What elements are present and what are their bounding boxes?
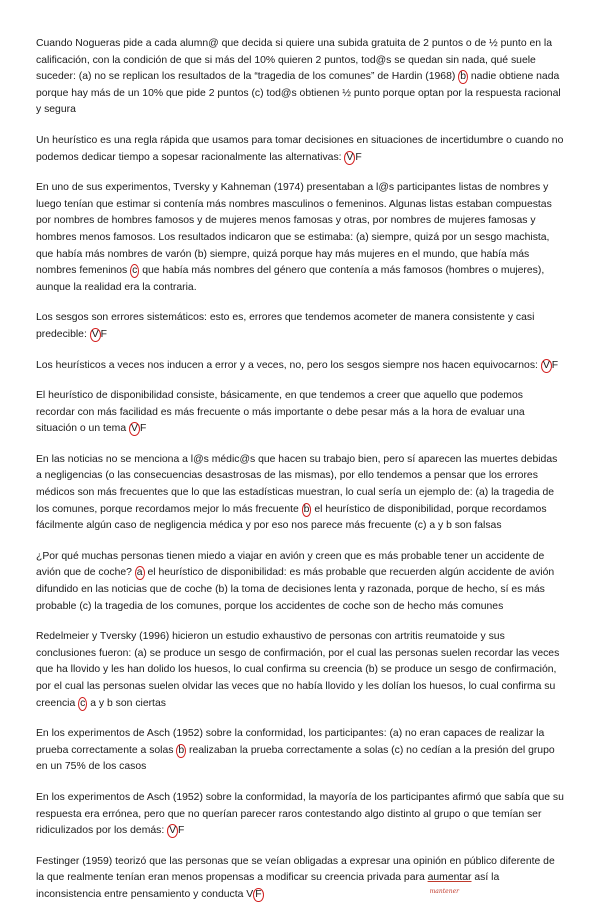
option-true: V [246,888,254,900]
option-false: F [139,423,147,435]
circled-answer: V [91,328,99,340]
question-2-text: Un heurístico es una regla rápida que usamos para tomar decisiones en situaciones de incertidumbre o cuando no podemos dedicar tiempo a sopesar racionalmente las alternativas: [36,134,564,163]
question-7-text: En las noticias no se menciona a l@s médic@s que hacen su trabajo bien, pero sí aparecen las muertes debidas a negligencias (o las consecuencias desastrosas de las mismas), por ello tendemos a pensar que los errores médicos son más frecuentes que lo que las estadísticas muestran, lo cual sería un ejemplo de: (a) la tragedia de los comunes, porque recordamos mejor lo más frecuente [36,453,558,515]
circled-answer: c [132,265,138,277]
circled-answer: c [80,697,86,709]
annotated-word-text: aumentar [427,872,472,884]
circled-answer: b [178,744,185,756]
question-1-text: Cuando Nogueras pide a cada alumn@ que decida si quiere una subida gratuita de 2 puntos o de ½ punto en la calificación, con la condición de que si más del 10% quieren 2 puntos, tod@s se quedan sin nada, qué suele suceder: (a) no se replican los resultados de la “tragedia de los comunes” de Hardin (1968) [36,38,553,83]
question-10 [36,726,564,776]
question-6 [36,388,564,438]
question-6-text: El heurístico de disponibilidad consiste, básicamente, en que tendemos a creer que aquello que podemos recordar con más facilidad es más frecuente o más importante o debe pesar más a la hora de evaluar una situación o un tema [36,390,525,435]
circled-answer: V [131,423,138,435]
question-9 [36,629,564,712]
annotated-word [427,872,472,896]
question-11-text: En los experimentos de Asch (1952) sobre la conformidad, la mayoría de los participantes afirmó que sabía que su respuesta era errónea, pero que no querían parecer raros contestando algo distinto al grupo o que temían ser ridiculizados por los demás: [36,791,564,837]
circled-answer: V [542,359,550,371]
handwritten-note: mantener [429,888,459,896]
question-10-text: En los experimentos de Asch (1952) sobre la conformidad, los participantes: (a) no eran capaces de realizar la prueba correctamente a solas [36,728,545,756]
question-3-text: En uno de sus experimentos, Tversky y Kahneman (1974) presentaban a l@s participantes listas de nombres y luego tenían que estimar si contenía más nombres masculinos o femeninos. Algunas listas estaban compuestas por nombres de hombres famosos y de mujeres menos famosas y otras, por nombres de mujeres famosas y hombres menos famosos. Los resultados indicaron que se estimaba: (a) siempre, quizá por un sesgo machista, que había más nombres de varón (b) siempre, quizá porque hay más mujeres en el mundo, que había más nombres femeninos [36,182,552,277]
question-8-text: ¿Por qué muchas personas tienen miedo a viajar en avión y creen que es más probable tener un accidente de avión que de coche? [36,550,545,579]
question-8-text-rest: el heurístico de disponibilidad: es más probable que recuerden algún accidente de avión difundido en las noticias que de coche (b) la toma de decisiones lenta y razonada, porque de hecho, sí es más probable (c) la tragedia de los comunes, porque los accidentes de coche son de hecho más comunes [36,567,555,612]
question-1 [36,36,564,119]
question-7 [36,452,564,535]
question-12 [36,854,564,904]
question-7-text-rest: el heurístico de disponibilidad, porque recordamos fácilmente algún caso de negligencia médica y por eso nos parece más frecuente (c) a y b son falsas [36,503,547,532]
circled-answer: F [255,888,262,900]
question-3-text-rest: que había más nombres del género que contenía a más famosos (hombres o mujeres), aunque la realidad era la contraria. [36,265,545,293]
question-11 [36,790,564,840]
question-10-text-rest: realizaban la prueba correctamente a solas (c) no cedían a la presión del grupo en un 75% de los casos [36,744,555,773]
question-3 [36,180,564,296]
question-12-text: Festinger (1959) teorizó que las personas que se veían obligadas a expresar una opinión en público diferente de la que realmente tenían eran menos propensas a modificar su creencia privada para [36,855,555,884]
question-12-text-rest: así la inconsistencia entre pensamiento y conducta [36,872,500,900]
question-9-text-rest: a y b son ciertas [87,697,166,709]
question-8 [36,549,564,615]
option-false: F [100,328,108,340]
question-5-text: Los heurísticos a veces nos inducen a error y a veces, no, pero los sesgos siempre nos hacen equivocarnos: [36,359,541,371]
circled-answer: V [346,151,354,163]
question-4-text: Los sesgos son errores sistemáticos: esto es, errores que tendemos acometer de manera consistente y casi predecible: [36,312,535,340]
question-5 [36,358,564,375]
circled-answer: b [303,503,310,515]
option-false: F [551,359,559,371]
option-false: F [355,151,362,163]
question-2 [36,133,564,166]
circled-answer: b [460,71,466,83]
question-4 [36,310,564,343]
circled-answer: V [169,825,177,837]
question-1-text-rest: nadie obtiene nada porque hay más de un 10% que pide 2 puntos (c) tod@s obtienen ½ punto porque optan por la respuesta racional y segura [36,71,561,116]
question-9-text: Redelmeier y Tversky (1996) hicieron un estudio exhaustivo de personas con artritis reumatoide y sus conclusiones fueron: (a) se produce un sesgo de confirmación, por el cual las personas suelen recordar las veces que ha llovido y les han dolido los huesos, lo cual confirma su creencia (b) se produce un sesgo de confirmación, por el cual las personas suelen olvidar las veces que no había llovido y les dolían los huesos, lo cual confirma su creencia [36,631,560,709]
circled-answer: a [136,567,143,579]
option-false: F [178,825,185,837]
